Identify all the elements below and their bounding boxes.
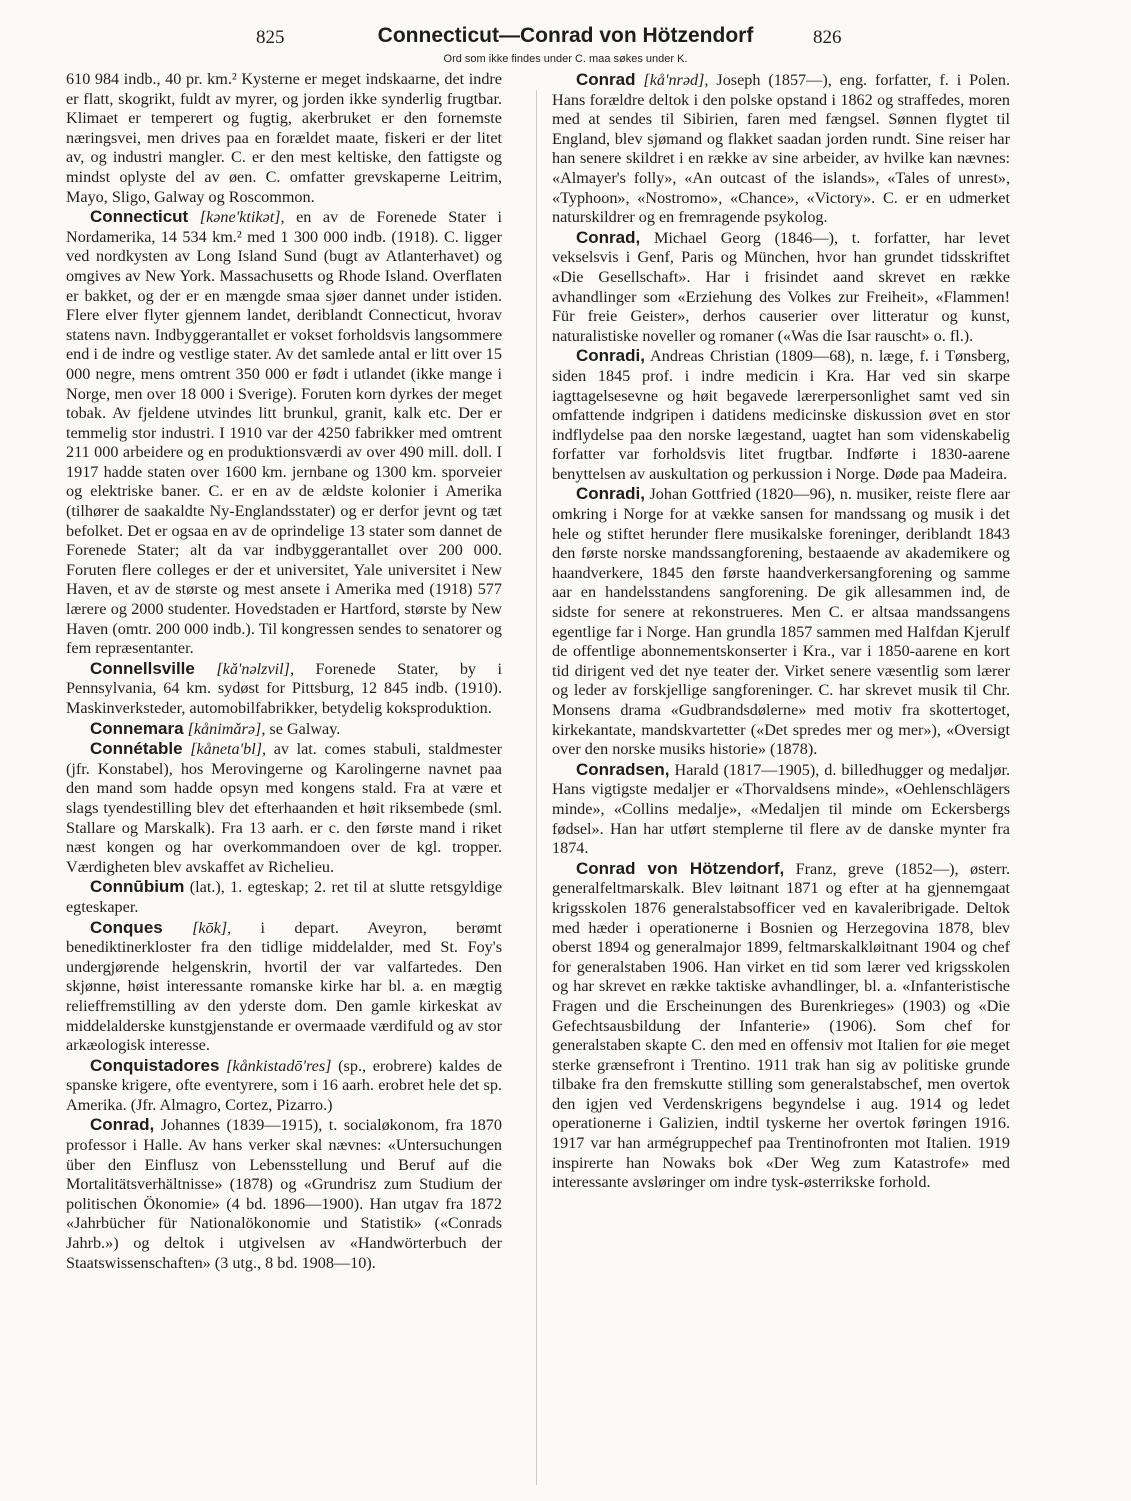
article-entry — [552, 760, 1010, 859]
page-header — [0, 22, 1131, 72]
article-entry — [552, 484, 1010, 759]
entry-headword: Conrad, — [90, 1115, 155, 1135]
entry-text: Johan Gottfried (1820—96), n. musiker, reiste flere aar omkring i Norge for at vække sansen for mandssang og musik i det hele og stiftet herunder flere musikalske foreninger, deriblandt 1843 den første norske mandssangforening, bestaaende av akademikere og haandverkere, 1845 den første haandverkersangforening og samme aar en handelsstandens sangforening. De gik allesammen ind, de sidste for senere at rekonstrueres. Men C. er altsaa mandssangens egentlige far i Norge. Han grundla 1857 sammen med Halfdan Kjerulf de offentlige abonnementskonserter i Kra., var i 1850-aarene en kort tid dirigent ved det nye teater der. Virket senere væsentlig som lærer og leder av forskjellige sangforeninger. C. har skrevet musik til Chr. Monsens drama «Gudbrandsdølerne» med motiv fra skottertoget, kirkekantate, mandskvartetter («Det spredes mer og mer»), «Oversigt over den norske musiks historie» (1878). — [552, 485, 1010, 759]
entry-headword: Connemara — [90, 718, 184, 738]
entry-pronunciation: [kōk], — [192, 918, 232, 937]
page-number-left: 825 — [256, 27, 285, 48]
running-subtitle: Ord som ikke findes under C. maa søkes under K. — [443, 53, 688, 65]
article-entry — [66, 659, 502, 719]
entry-text: av lat. comes stabuli, staldmester (jfr. Konstabel), hos Merovingerne og Karolingerne navnet paa den mand som hadde opsyn med kongens stald. Fra at være et slags tyendestilling blev det efterhaanden et høit riksembede (sml. Stallare og Marskalk). Fra 13 aarh. er c. den første mand i riket næst kongen og har overkommandoen over de kgl. tropper. Værdigheten blev avskaffet av Richelieu. — [66, 740, 503, 876]
article-entry — [552, 70, 1010, 228]
entry-pronunciation: [kånkistadō'res] — [226, 1056, 332, 1075]
article-entry — [66, 70, 502, 207]
article-entry — [552, 228, 1010, 347]
page-number-right: 826 — [813, 27, 842, 48]
entry-pronunciation: [kǝne'ktikǝt], — [199, 208, 285, 227]
entry-pronunciation: [kå'nrǝd], — [643, 71, 709, 89]
article-entry — [66, 719, 502, 740]
article-entry — [66, 739, 502, 877]
left-column — [66, 70, 502, 1273]
entry-text: Joseph (1857—), eng. forfatter, f. i Polen. Hans forældre deltok i den polske opstand i 1862 og straffedes, moren med at sendes til Sibirien, faren med fængsel. Sønnen flygtet til England, blev sjømand og flakket saadan jorden rundt. Sine reiser har han senere skildret i en række av sine arbeider, av hvilke kan nævnes: «Almayer's folly», «An outcast of the islands», «Tales of unrest», «Typhoon», «Nostromo», «Chance», «Victory». C. er en udmerket naturskildrer og en fremragende psykolog. — [552, 71, 1011, 227]
entry-headword: Conques — [90, 917, 163, 937]
entry-headword: Conradi, — [576, 484, 645, 504]
article-entry — [66, 207, 502, 659]
entry-pronunciation: [kånimǎrǝ], — [187, 719, 266, 738]
entry-headword: Conquistadores — [90, 1055, 220, 1075]
entry-headword: Conrad von Hötzendorf, — [576, 858, 785, 878]
column-divider — [536, 90, 537, 1485]
article-entry — [552, 859, 1010, 1193]
article-entry — [66, 918, 502, 1056]
entry-text: Harald (1817—1905), d. billedhugger og medaljør. Hans vigtigste medaljer er «Thorvaldsens minde», «Oehlenschlägers minde», «Collins medalje», «Medaljen til minde om Eckersbergs fødsel». Han har utført stemplerne til flere av de danske mynter fra 1874. — [552, 760, 1011, 858]
entry-text: i depart. Aveyron, berømt benediktinerkloster fra den tidlige middelalder, med St. Foy's undergjørende helgenskrin, hvortil der var valfartedes. Den skjønne, høist interessante romanske kirke har bl. a. en mægtig relieffremstilling av den yderste dom. Den gamle kirkeskat av middelalderske kunstgjenstande er overmaade værdifuld og av stor arkæologisk interesse. — [66, 918, 502, 1055]
entry-headword: Connellsville — [90, 658, 195, 678]
entry-text: (lat.), 1. egteskap; 2. ret til at slutte retsgyldige egteskaper. — [66, 878, 503, 916]
entry-headword: Connecticut — [90, 207, 189, 227]
article-entry — [66, 1115, 502, 1273]
entry-text: Forenede Stater, by i Pennsylvania, 64 km. sydøst for Pittsburg, 12 845 indb. (1910). Maskinverksteder, automobilfabrikker, betydelig koksproduktion. — [66, 659, 503, 717]
entry-text: Johannes (1839—1915), t. socialøkonom, fra 1870 professor i Halle. Av hans verker skal nævnes: «Untersuchungen über den Einflusz von Lebensstellung und Beruf auf die Mortalitätsverhältnisse» (1878) og «Grundrisz zum Studium der politischen Ökonomie» (4 bd. 1896—1900). Han utgav fra 1872 «Jahrbücher für Nationalökonomie und Statistik» («Conrads Jahrb.») og deltok i utgivelsen av «Handwörterbuch der Staatswissenschaften» (3 utg., 8 bd. 1908—10). — [66, 1116, 502, 1272]
article-entry — [66, 1056, 502, 1116]
article-entry — [552, 346, 1010, 484]
entry-text: 610 984 indb., 40 pr. km.² Kysterne er meget indskaarne, det indre er flatt, skogrikt, fuldt av myrer, og jorden ikke synderlig frugtbar. Klimaet er temperert og fugtig, akerbruket er den fornemste næringsvei, men drives paa en forældet maate, fiskeri er der litet av, og industri mangler. C. er den mest keltiske, den fattigste og mindst oplyste del av øen. C. omfatter grevskaperne Leitrim, Mayo, Sligo, Galway og Roscommon. — [66, 70, 502, 206]
right-column — [552, 70, 1010, 1193]
entry-text: se Galway. — [269, 719, 341, 738]
entry-headword: Conrad — [576, 70, 636, 89]
entry-headword: Connūbium — [90, 877, 185, 897]
entry-text: Michael Georg (1846—), t. forfatter, har levet vekselsvis i Genf, Paris og München, hvor han grundet tidsskriftet «Die Gesellschaft». Har i frisindet aand skrevet en række avhandlinger som «Erziehung des Volkes zur Freiheit», «Flammen! Für freie Geister», derhos causerier over litteratur og kunst, naturalistiske noveller og romaner («Was die Isar rauscht» o. fl.). — [552, 228, 1010, 345]
entry-text: Franz, greve (1852—), østerr. generalfeltmarskalk. Blev løitnant 1871 og efter at ha gjennemgaat krigsskolen 1876 generalstabsofficer ved en kavaleribrigade. Deltok med hæder i operationerne i Bosnien og Herzegovina 1878, blev oberst 1894 og generalmajor 1899, feltmarskalkløitnant 1904 og chef for generalstaben 1906. Han virket en tid som lærer ved krigsskolen og har skrevet en række taktiske avhandlinger, bl. a. «Infanteristische Fragen und die Erscheinungen des Burenkrieges» (1903) og «Die Gefechtsausbildung der Infanterie» (1906). Som chef for generalstaben skapte C. den med en offensiv mot Italien for øie meget sterke grænsefront i Trentino. 1911 trak han sig av politiske grunde tilbake fra den fremskutte stilling som generalstabschef, men overtok den igjen ved Verdenskrigens begyndelse i aug. 1914 og ledet operationerne i Galizien, indtil tyskerne her overtok føringen 1916. 1917 var han armégruppechef paa Trentinofronten mot Italien. 1919 inspirerte han Nowaks bok «Der Weg zum Katastrofe» med interessante avsløringer om indre tysk-østerrikske forhold. — [552, 859, 1010, 1192]
entry-headword: Conradi, — [576, 346, 645, 366]
entry-text: en av de Forenede Stater i Nordamerika, 14 534 km.² med 1 300 000 indb. (1918). C. ligger ved nordkysten av Long Island Sund (bugt av Atlanterhavet) og omgives av New York. Massachusetts og Rhode Island. Overflaten er bakket, og der er en mængde smaa sjøer dannet under istiden. Flere elver flyter gjennem landet, deriblandt Connecticut, hvorav statens navn. Indbyggerantallet er vokset forholdsvis langsommere end i de indre og vestlige stater. Av det samlede antal er litt over 15 000 negre, mens omtrent 350 000 er født i utlandet (ikke mange i Norge, men over 18 000 i Sverige). Foruten korn dyrkes der meget tobak. Av fjeldene utvindes litt brunkul, granit, kalk etc. Der er temmelig stor industri. I 1910 var der 4250 fabrikker med omtrent 211 000 arbeidere og en produktionsværdi av over 490 mill. doll. I 1917 hadde staten over 1600 km. jernbane og 1300 km. sporveier og elektriske baner. C. er en av de ældste kolonier i Amerika (tilhører de saakaldte Ny-Englandsstater) og er derfor jevnt og tæt befolket. Det er ogsaa en av de oprindelige 13 stater som dannet de Forenede Stater; alt da var indbyggerantallet over 200 000. Foruten flere colleges er der et universitet, Yale universitet i New Haven, et av de største og mest ansete i Amerika med (1918) 577 lærere og 2000 studenter. Hovedstaden er Hartford, største by New Haven (omtr. 200 000 indb.). Til kongressen sendes to senatorer og fem repræsentanter. — [66, 208, 503, 658]
entry-headword: Conrad, — [576, 227, 641, 247]
entry-pronunciation: [kǎ'nǝlzvil], — [216, 659, 295, 678]
entry-headword: Conradsen, — [576, 759, 670, 779]
entry-headword: Connétable — [90, 739, 183, 759]
entry-text: (sp., erobrere) kaldes de spanske krigere, ofte eventyrere, som i 16 aarh. erobret hele det sp. Amerika. (Jfr. Almagro, Cortez, Pizarro.) — [66, 1056, 503, 1114]
entry-pronunciation: [kåneta'bl], — [190, 740, 267, 759]
article-entry — [66, 877, 502, 917]
running-title: Connecticut—Conrad von Hötzendorf — [377, 24, 754, 47]
entry-text: Andreas Christian (1809—68), n. læge, f. i Tønsberg, siden 1845 prof. i indre medicin i Kra. Har ved sin skarpe iagttagelsesevne og høit begavede lærerpersonlighet samt ved sin omfattende indgripen i datidens medicinske diskussion øvet en stor indflydelse paa den norske lægestand, uagtet han som videnskabelig forfatter var forholdsvis litet frugtbar. Indførte i 1830-aarene benyttelsen av auskultation og perkussion i Norge. Døde paa Madeira. — [552, 347, 1010, 483]
